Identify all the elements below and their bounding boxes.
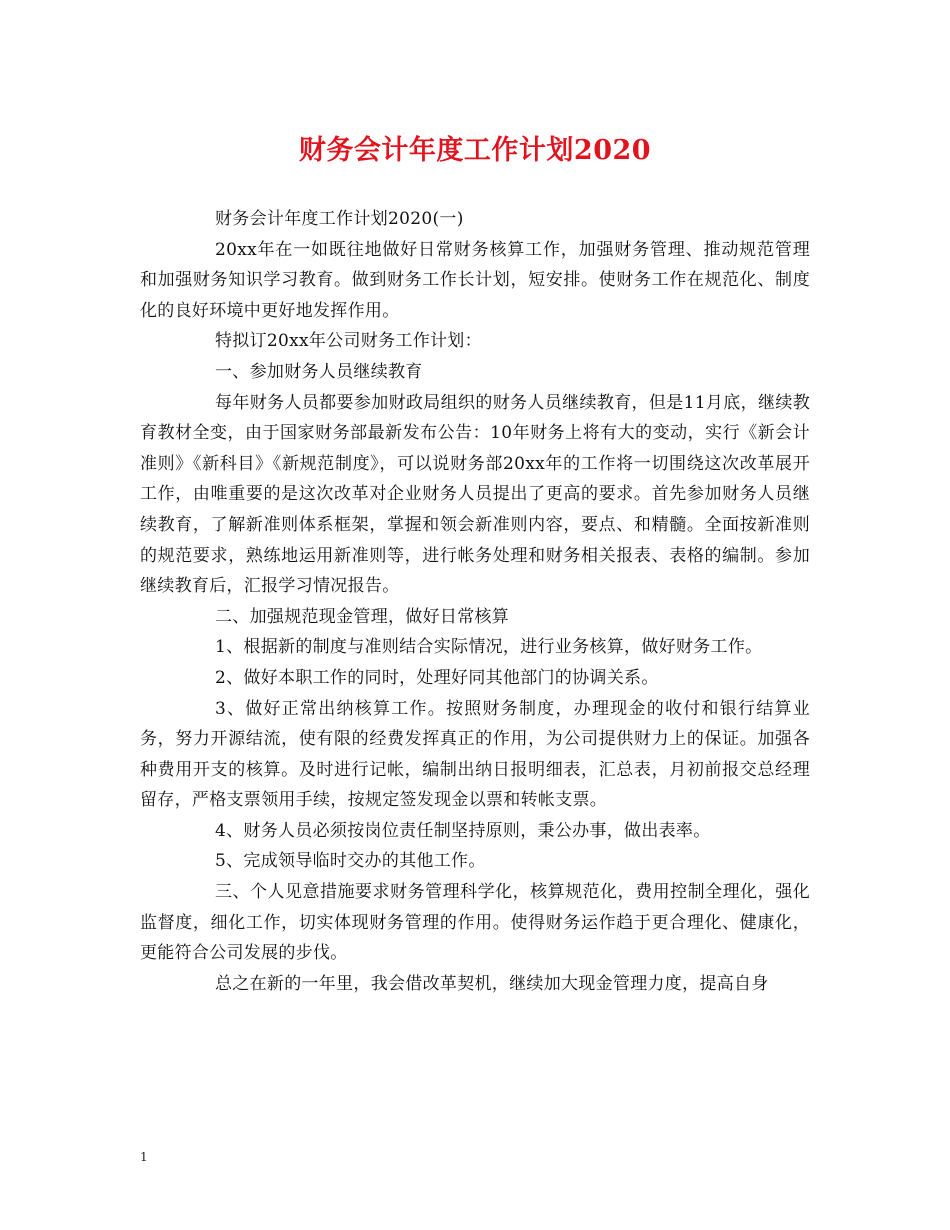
paragraph-intro: 20xx年在一如既往地做好日常财务核算工作，加强财务管理、推动规范管理和加强财务知识学习教育。做到财务工作长计划，短安排。使财务工作在规范化、制度化的良好环境中更好地发挥作用。 — [140, 239, 810, 321]
section-heading-2: 二、加强规范现金管理，做好日常核算 — [215, 606, 510, 627]
section-heading-1: 一、参加财务人员继续教育 — [215, 361, 423, 382]
section-heading-3: 三、个人见意措施要求财务管理科学化，核算规范化，费用控制全理化，强化监督度，细化工作，切实体现财务管理的作用。使得财务运作趋于更合理化、健康化，更能符合公司发展的步伐。 — [140, 882, 810, 964]
paragraph-subtitle: 财务会计年度工作计划2020(一) — [215, 209, 464, 229]
page-number: 1 — [140, 1150, 148, 1164]
list-item-5: 5、完成领导临时交办的其他工作。 — [215, 851, 486, 872]
paragraph-plan-statement: 特拟订20xx年公司财务工作计划： — [215, 331, 482, 352]
document-title: 财务会计年度工作计划2020 — [298, 135, 652, 166]
paragraph-conclusion: 总之在新的一年里，我会借改革契机，继续加大现金管理力度，提高自身 — [215, 973, 769, 994]
list-item-4: 4、财务人员必须按岗位责任制坚持原则，秉公办事，做出表率。 — [215, 820, 711, 841]
list-item-3: 3、做好正常出纳核算工作。按照财务制度，办理现金的收付和银行结算业务，努力开源结流，使有限的经费发挥真正的作用，为公司提供财力上的保证。加强各种费用开支的核算。及时进行记帐，编制出纳日报明细表，汇总表，月初前报交总经理留存，严格支票领用手续，按规定签发现金以票和转帐支票。 — [140, 698, 810, 811]
paragraph-continuing-education: 每年财务人员都要参加财政局组织的财务人员继续教育，但是11月底，继续教育教材全变，由于国家财务部最新发布公告：10年财务上将有大的变动，实行《新会计准则》《新科目》《新规范制度》，可以说财务部20xx年的工作将一切围绕这次改革展开工作，由唯重要的是这次改革对企业财务人员提出了更高的要求。首先参加财务人员继续教育，了解新准则体系框架，掌握和领会新准则内容，要点、和精髓。全面按新准则的规范要求，熟练地运用新准则等，进行帐务处理和财务相关报表、表格的编制。参加继续教育后，汇报学习情况报告。 — [140, 392, 810, 597]
list-item-1: 1、根据新的制度与准则结合实际情况，进行业务核算，做好财务工作。 — [215, 637, 763, 658]
document-body — [140, 204, 810, 999]
list-item-2: 2、做好本职工作的同时，处理好同其他部门的协调关系。 — [215, 667, 659, 688]
